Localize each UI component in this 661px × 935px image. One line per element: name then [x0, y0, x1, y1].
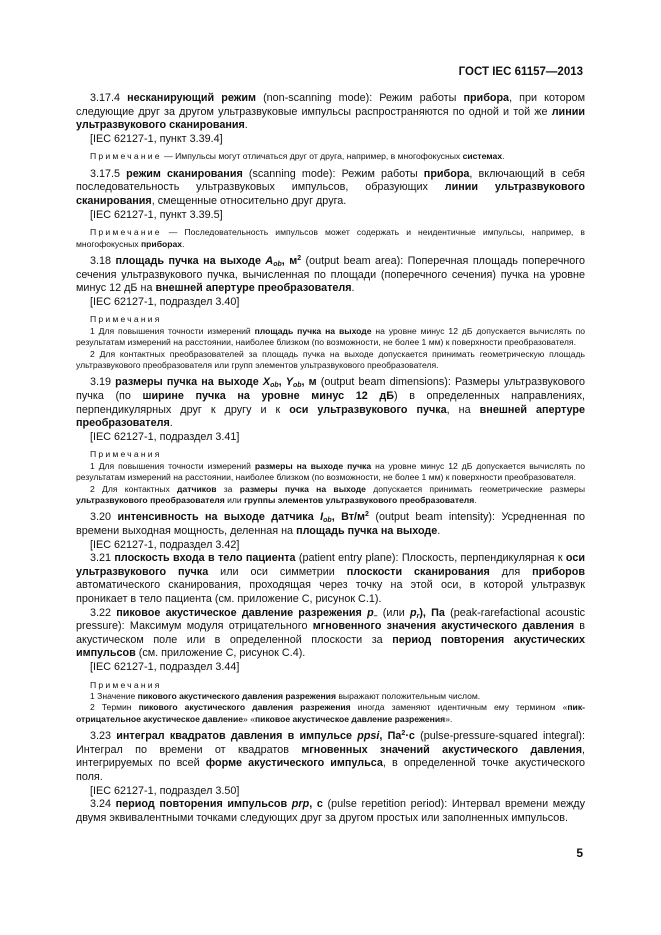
note-3-22-1: 1 Значение пикового акустического давления разрежения выражают положительным числом. [90, 690, 481, 701]
reference-3-19: [IEC 62127-1, подраздел 3.41] [90, 430, 240, 443]
notes-heading-3-22: Примечания [90, 679, 162, 690]
reference-3-17-5: [IEC 62127-1, пункт 3.39.5] [90, 208, 223, 221]
document-header: ГОСТ IEC 61157—2013 [458, 66, 583, 78]
note-3-17-4: Примечание — Импульсы могут отличаться друг от друга, например, в многофокусных системах. [90, 151, 505, 162]
reference-3-20: [IEC 62127-1, подраздел 3.42] [90, 538, 240, 551]
note-3-19-1: 1 Для повышения точности измерений размеры на выходе пучка на уровне минус 12 дБ допускается вычислять по результатам измерений на расстоянии, наиболее близком (по возможности, не более 1 мм) к поверхности преобразователя. [76, 460, 585, 483]
clause-3-18: 3.18 площадь пучка на выходе $A_{ob}$, $м^2$ (output beam area): Поперечная площадь поперечного сечения ультразвукового пучка, вычисленная по площади (поперечного сечения) пучка на уровне минус 12 дБ на внешней апертуре преобразователя. [76, 254, 585, 295]
notes-heading-3-18: Примечания [90, 314, 162, 325]
reference-3-18: [IEC 62127-1, подраздел 3.40] [90, 295, 240, 308]
clause-3-24: 3.24 период повторения импульсов prp, с (pulse repetition period): Интервал времени между двумя эквивалентными точками следующих друг за другом простых или заполненных импульсов. [76, 798, 586, 824]
clause-3-19: 3.19 размеры пучка на выходе $X_{ob}$, $Y_{ob}$, м (output beam dimensions): Размеры ультразвукового пучка (по ширине пучка на уровне минус 12 дБ) в определенных направлениях, перпендикулярных друг к другу и к оси ультразвукового пучка, на внешней апертуре преобразователя. [76, 376, 586, 430]
reference-3-22: [IEC 62127-1, подраздел 3.44] [90, 660, 240, 673]
note-3-18-2: 2 Для контактных преобразователей за площадь пучка на выходе допускается принимать геометрическую площадь ультразвукового преобразователя или групп элементов ультразвукового преобразователя. [76, 348, 585, 370]
clause-3-17-5: 3.17.5 режим сканирования (scanning mode): Режим работы прибора, включающий в себя последовательность ультразвуковых импульсов, образующих линии ультразвукового сканирования, смещенные относительно друг друга. [76, 167, 586, 207]
page-number: 5 [576, 846, 583, 860]
clause-3-22: 3.22 пиковое акустическое давление разрежения $p_-$ (или $p_r$), Па (peak-rarefactional acoustic pressure): Максимум модуля отрицательного мгновенного значения акустического давления в акустическом поле или в определенной плоскости за период повторения акустических импульсов (см. приложение С, рисунок С.4). [76, 606, 585, 660]
clause-3-21: 3.21 плоскость входа в тело пациента (patient entry plane): Плоскость, перпендикулярная к оси ультразвукового пучка или оси симметрии плоскости сканирования для приборов автоматического сканирования, проходящая через точку на этой оси, в которой ультразвук проникает в тело пациента (см. приложение С, рисунок С.1). [76, 552, 586, 605]
clause-3-23: 3.23 интеграл квадратов давления в импульсе ppsi, $Па^2\cdot с$ (pulse-pressure-squared integral): Интеграл по времени от квадратов мгновенных значений акустического давления, интегрируемых по всей форме акустического импульса, в определенной точке акустического поля. [76, 730, 586, 783]
clause-3-17-4: 3.17.4 несканирующий режим (non-scanning mode): Режим работы прибора, при котором следующие друг за другом ультразвуковые импульсы распространяются по одной и той же линии ультразвукового сканирования. [76, 92, 586, 132]
note-3-18-1: 1 Для повышения точности измерений площадь пучка на выходе на уровне минус 12 дБ допускается вычислять по результатам измерений на расстоянии, наиболее близком (по возможности, не более 1 мм) к поверхности преобразователя. [76, 325, 585, 348]
reference-3-23: [IEC 62127-1, подраздел 3.50] [90, 784, 240, 797]
document-body [76, 92, 585, 825]
reference-3-17-4: [IEC 62127-1, пункт 3.39.4] [90, 132, 223, 145]
note-3-22-2: 2 Термин пикового акустического давления разрежения иногда заменяют идентичным ему термином «пик-отрицательное акустическое давление» «пиковое акустическое давление разрежения». [76, 702, 585, 724]
clause-3-20: 3.20 интенсивность на выходе датчика $I_{ob}$, $Вт/м^2$ (output beam intensity): Усредненная по времени выходная мощность, деленная на площадь пучка на выходе. [76, 511, 586, 537]
note-3-19-2: 2 Для контактных датчиков за размеры пучка на выходе допускается принимать геометрические размеры ультразвукового преобразователя или группы элементов ультразвукового преобразователя. [76, 483, 585, 505]
note-3-17-5: Примечание — Последовательность импульсов может содержать и неидентичные импульсы, например, в многофокусных приборах. [76, 227, 585, 249]
notes-heading-3-19: Примечания [90, 449, 162, 460]
